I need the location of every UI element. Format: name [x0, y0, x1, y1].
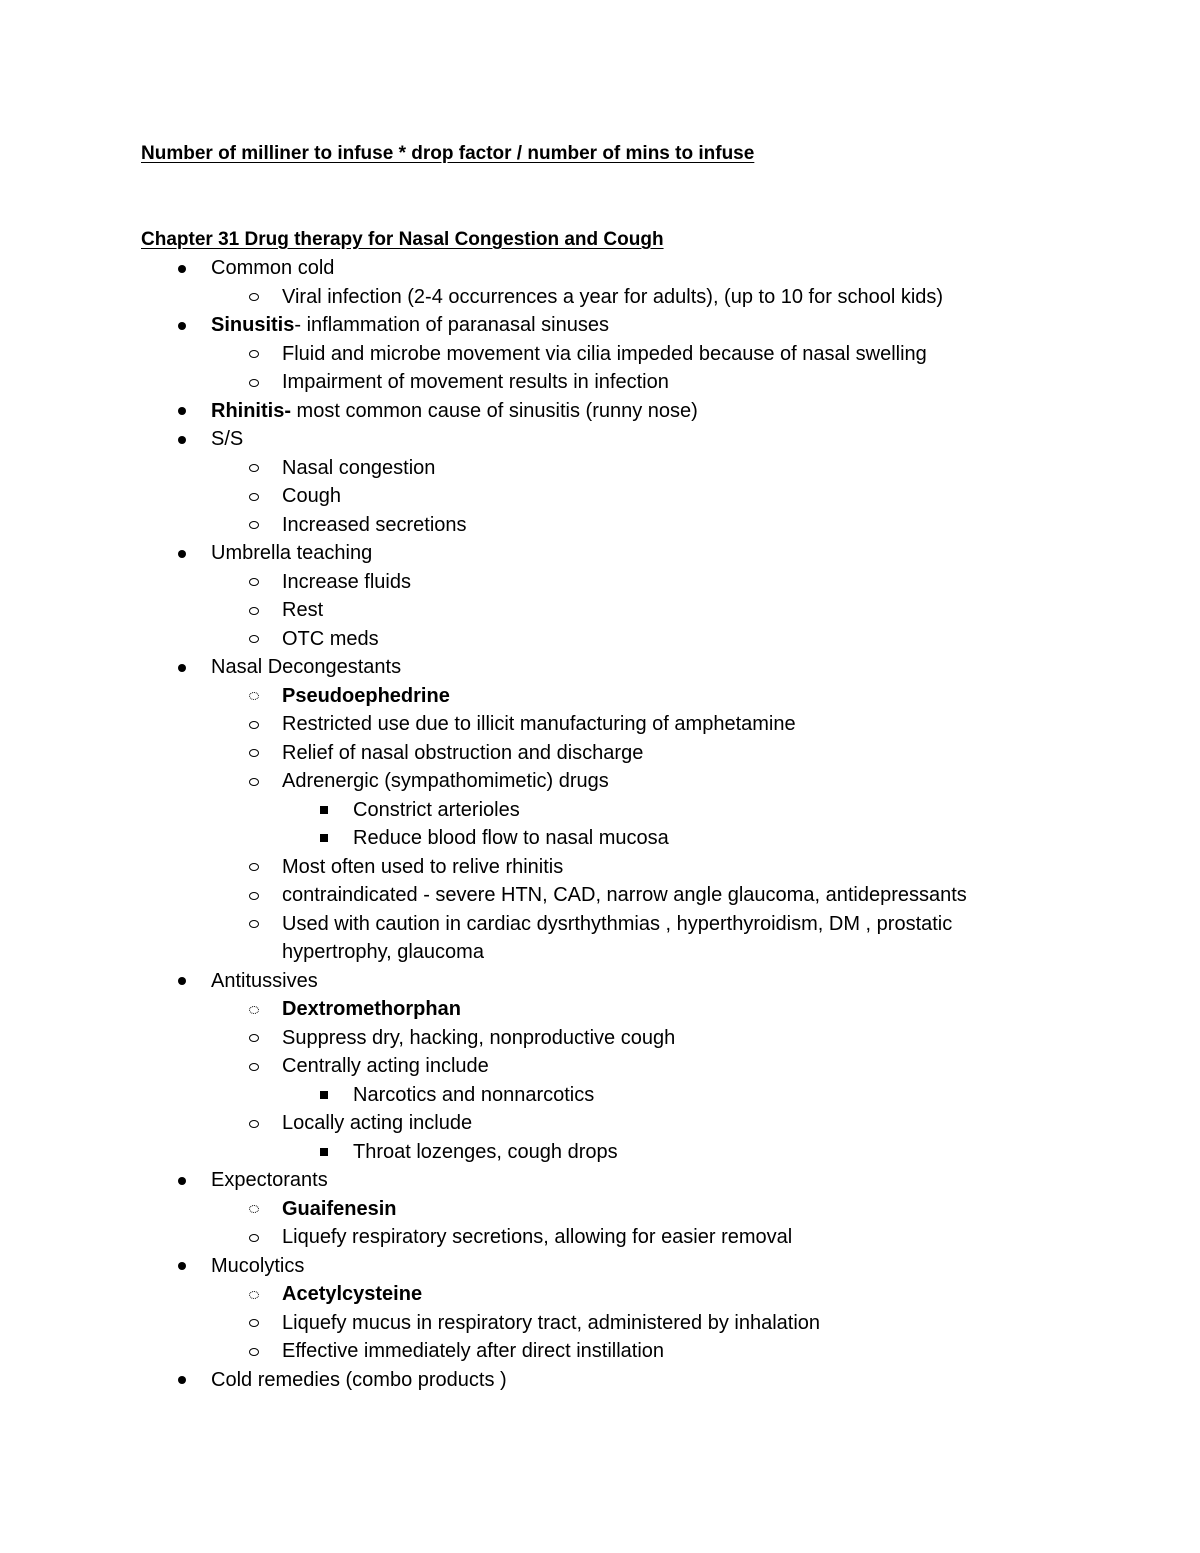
circle-bullet-icon	[244, 881, 264, 910]
list-item	[0, 482, 1200, 511]
circle-bullet-icon	[244, 1337, 264, 1366]
list-item	[0, 340, 1200, 369]
list-item	[0, 425, 1200, 454]
list-item	[0, 568, 1200, 597]
bold-term: Guaifenesin	[282, 1197, 397, 1220]
item-text: Nasal congestion	[282, 456, 436, 479]
list-item	[0, 1109, 1200, 1138]
item-text: Mucolytics	[211, 1254, 305, 1277]
list-item	[0, 311, 1200, 340]
list-item-text	[211, 653, 401, 682]
dotted-circle-bullet-icon	[244, 995, 264, 1024]
list-item-text	[282, 995, 461, 1024]
list-item-text	[282, 739, 643, 768]
circle-bullet-icon	[244, 568, 264, 597]
list-item-text	[211, 254, 334, 283]
circle-bullet-icon	[244, 739, 264, 768]
bold-term: Pseudoephedrine	[282, 684, 450, 707]
item-text: Suppress dry, hacking, nonproductive cough	[282, 1026, 676, 1049]
list-item-text	[282, 1109, 472, 1138]
square-bullet-icon	[314, 1081, 334, 1110]
circle-bullet-icon	[244, 853, 264, 882]
item-text: Increase fluids	[282, 570, 411, 593]
item-text: Narcotics and nonnarcotics	[353, 1083, 595, 1106]
list-item-text	[282, 853, 563, 882]
circle-bullet-icon	[244, 283, 264, 312]
item-text: Cough	[282, 485, 341, 507]
item-text: Adrenergic (sympathomimetic) drugs	[282, 770, 609, 792]
circle-bullet-icon	[244, 368, 264, 397]
circle-bullet-icon	[244, 710, 264, 739]
list-item	[0, 397, 1200, 426]
bold-term: Dextromethorphan	[282, 998, 461, 1020]
item-text: contraindicated - severe HTN, CAD, narrow angle glaucoma, antidepressants	[282, 884, 967, 906]
list-item-text	[211, 967, 318, 996]
item-text: Umbrella teaching	[211, 542, 373, 564]
bold-term: Acetylcysteine	[282, 1283, 423, 1305]
list-item-text	[282, 682, 450, 711]
circle-bullet-icon	[244, 1223, 264, 1252]
chapter-title: Chapter 31 Drug therapy for Nasal Congestion and Cough	[141, 229, 664, 250]
list-item-text	[282, 1052, 489, 1081]
list-item	[0, 710, 1200, 739]
list-item-text	[211, 1366, 507, 1395]
disc-bullet-icon	[172, 1366, 192, 1395]
item-text: Constrict arterioles	[353, 798, 520, 821]
list-item-text	[353, 1081, 594, 1110]
list-item	[0, 368, 1200, 397]
disc-bullet-icon	[172, 1252, 192, 1281]
item-text: Antitussives	[211, 969, 318, 992]
list-item	[0, 254, 1200, 283]
list-item-text	[211, 425, 243, 454]
item-text: Rest	[282, 599, 324, 621]
item-text: Most often used to relive rhinitis	[282, 855, 564, 878]
square-bullet-icon	[314, 1138, 334, 1167]
square-bullet-icon	[314, 796, 334, 825]
list-item-text	[211, 397, 698, 426]
list-item-text	[282, 1337, 664, 1366]
item-text: - inflammation of paranasal sinuses	[294, 314, 609, 336]
list-item	[0, 682, 1200, 711]
list-item	[0, 625, 1200, 654]
list-item-text	[282, 1195, 396, 1224]
item-text: Nasal Decongestants	[211, 656, 402, 678]
list-item-text	[282, 1024, 675, 1053]
disc-bullet-icon	[172, 254, 192, 283]
list-item-text	[282, 340, 927, 369]
list-item-text	[211, 539, 372, 568]
circle-bullet-icon	[244, 910, 264, 939]
list-item	[0, 1024, 1200, 1053]
circle-bullet-icon	[244, 340, 264, 369]
list-item	[0, 653, 1200, 682]
list-item	[0, 1166, 1200, 1195]
disc-bullet-icon	[172, 397, 192, 426]
disc-bullet-icon	[172, 1166, 192, 1195]
item-text: Liquefy mucus in respiratory tract, administered by inhalation	[282, 1311, 821, 1334]
item-text: Expectorants	[211, 1169, 328, 1191]
item-text: S/S	[211, 428, 244, 450]
square-bullet-icon	[314, 824, 334, 853]
disc-bullet-icon	[172, 425, 192, 454]
list-item	[0, 995, 1200, 1024]
list-item-text	[282, 511, 467, 540]
list-item	[0, 283, 1200, 312]
list-item-text	[282, 568, 411, 597]
list-item	[0, 767, 1200, 796]
item-text: Common cold	[211, 257, 335, 279]
circle-bullet-icon	[244, 767, 264, 796]
list-item	[0, 1081, 1200, 1110]
list-item	[0, 1366, 1200, 1395]
circle-bullet-icon	[244, 1024, 264, 1053]
list-item	[0, 1052, 1200, 1081]
list-item-text	[282, 1223, 792, 1252]
list-item	[0, 1280, 1200, 1309]
list-item-text	[282, 283, 943, 312]
item-text: Viral infection (2-4 occurrences a year for adults), (up to 10 for school kids)	[282, 285, 944, 308]
list-item-text	[282, 910, 1022, 967]
list-item	[0, 511, 1200, 540]
list-item	[0, 1223, 1200, 1252]
list-item	[0, 1337, 1200, 1366]
list-item	[0, 1138, 1200, 1167]
circle-bullet-icon	[244, 1052, 264, 1081]
item-text: Centrally acting include	[282, 1055, 489, 1077]
formula-heading: Number of milliner to infuse * drop factor / number of mins to infuse	[141, 143, 755, 164]
list-item-text	[353, 1138, 618, 1167]
list-item-text	[282, 767, 609, 796]
circle-bullet-icon	[244, 1109, 264, 1138]
list-item-text	[282, 482, 341, 511]
notes-outline	[0, 254, 1200, 1394]
list-item	[0, 1195, 1200, 1224]
item-text: Locally acting include	[282, 1112, 473, 1134]
list-item	[0, 596, 1200, 625]
bold-term: Rhinitis-	[211, 399, 291, 422]
circle-bullet-icon	[244, 511, 264, 540]
disc-bullet-icon	[172, 311, 192, 340]
item-text: Effective immediately after direct instillation	[282, 1340, 665, 1362]
list-item-text	[282, 596, 323, 625]
list-item-text	[211, 1252, 304, 1281]
item-text: Cold remedies (combo products )	[211, 1368, 507, 1391]
list-item-text	[282, 881, 967, 910]
list-item-text	[353, 824, 669, 853]
item-text: most common cause of sinusitis (runny nose)	[291, 399, 698, 422]
list-item	[0, 796, 1200, 825]
circle-bullet-icon	[244, 625, 264, 654]
disc-bullet-icon	[172, 967, 192, 996]
item-text: Throat lozenges, cough drops	[353, 1140, 618, 1163]
list-item-text	[282, 1309, 820, 1338]
item-text: Fluid and microbe movement via cilia impeded because of nasal swelling	[282, 342, 927, 365]
list-item-text	[282, 1280, 422, 1309]
dotted-circle-bullet-icon	[244, 1195, 264, 1224]
list-item	[0, 853, 1200, 882]
item-text: OTC meds	[282, 627, 379, 650]
list-item	[0, 739, 1200, 768]
list-item-text	[282, 625, 379, 654]
list-item-text	[211, 1166, 328, 1195]
list-item-text	[282, 454, 435, 483]
disc-bullet-icon	[172, 653, 192, 682]
circle-bullet-icon	[244, 596, 264, 625]
disc-bullet-icon	[172, 539, 192, 568]
dotted-circle-bullet-icon	[244, 1280, 264, 1309]
dotted-circle-bullet-icon	[244, 682, 264, 711]
item-text: Impairment of movement results in infection	[282, 371, 669, 393]
item-text: Reduce blood flow to nasal mucosa	[353, 827, 669, 849]
list-item	[0, 967, 1200, 996]
item-text: Liquefy respiratory secretions, allowing for easier removal	[282, 1226, 793, 1248]
circle-bullet-icon	[244, 454, 264, 483]
circle-bullet-icon	[244, 1309, 264, 1338]
list-item	[0, 1309, 1200, 1338]
item-text: Increased secretions	[282, 513, 467, 536]
list-item	[0, 454, 1200, 483]
list-item	[0, 881, 1200, 910]
list-item-text	[282, 368, 669, 397]
list-item-text	[282, 710, 796, 739]
list-item	[0, 824, 1200, 853]
bold-term: Sinusitis	[211, 314, 295, 336]
list-item	[0, 910, 1200, 967]
list-item	[0, 1252, 1200, 1281]
item-text: Relief of nasal obstruction and discharge	[282, 741, 644, 764]
item-text: Restricted use due to illicit manufacturing of amphetamine	[282, 713, 796, 735]
item-text: Used with caution in cardiac dysrthythmias , hyperthyroidism, DM , prostatic hypertrophy, glaucoma	[282, 912, 953, 963]
list-item-text	[353, 796, 520, 825]
list-item-text	[211, 311, 609, 340]
list-item	[0, 539, 1200, 568]
circle-bullet-icon	[244, 482, 264, 511]
